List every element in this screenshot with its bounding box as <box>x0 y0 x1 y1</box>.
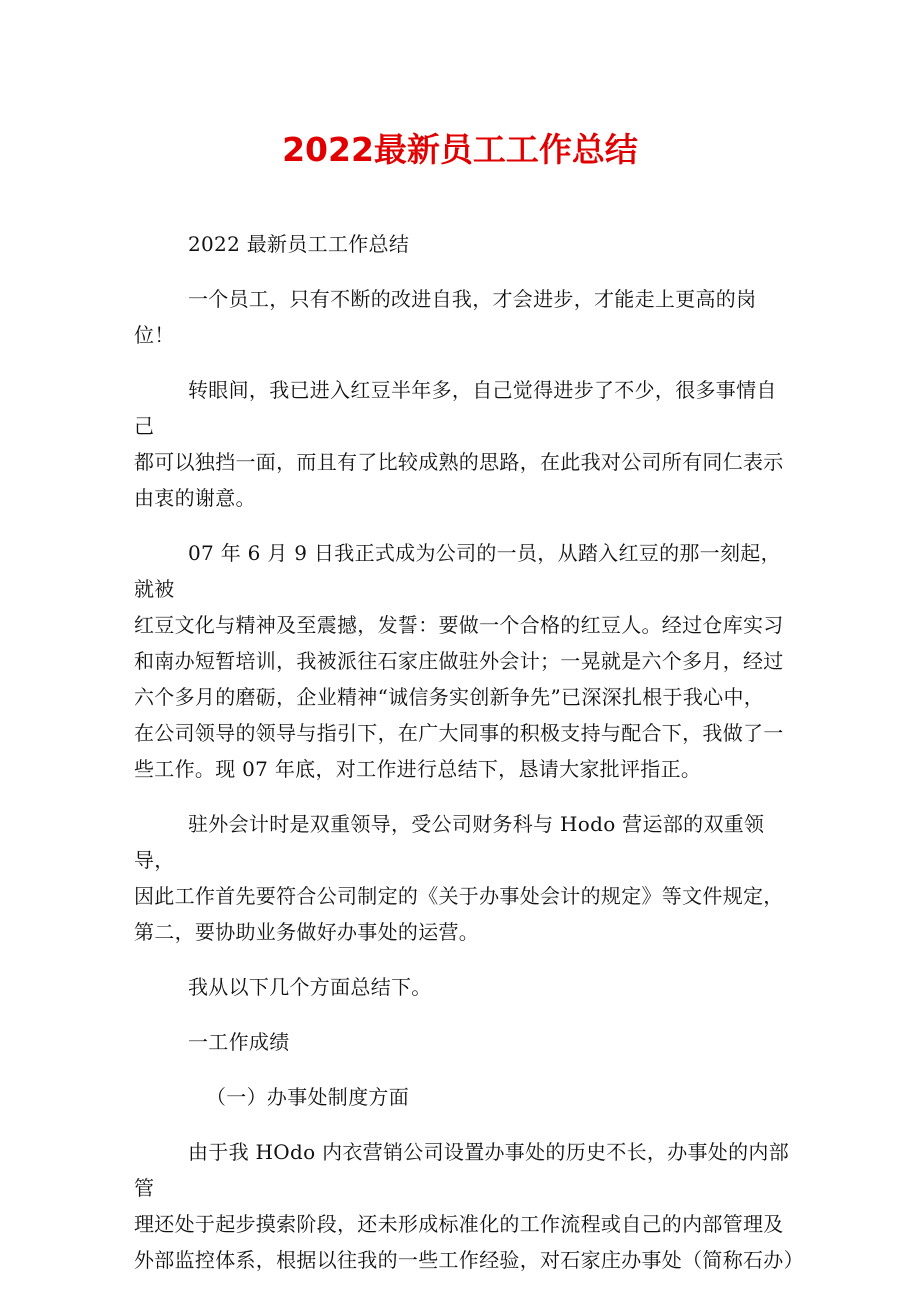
text-line: 由衷的谢意。 <box>134 486 256 510</box>
text-line: 驻外会计时是双重领导，受公司财务科与 Hodo 营运部的双重领导， <box>134 812 765 872</box>
paragraph-office-system <box>134 1134 804 1278</box>
text-line: 2022 最新员工工作总结 <box>188 232 410 256</box>
text-line: 转眼间，我已进入红豆半年多，自己觉得进步了不少，很多事情自己 <box>134 378 777 438</box>
paragraph-dual-leadership <box>134 806 794 950</box>
text-line: （一）办事处制度方面 <box>206 1085 409 1109</box>
text-line: 一个员工，只有不断的改进自我，才会进步，才能走上更高的岗位！ <box>134 287 757 347</box>
paragraph-summary-intro <box>134 969 794 1005</box>
text-line: 因此工作首先要符合公司制定的《关于办事处会计的规定》等文件规定， <box>134 884 784 908</box>
subsection-heading <box>134 1079 794 1115</box>
text-line: 一工作成绩 <box>188 1030 290 1054</box>
text-line: 由于我 HOdo 内衣营销公司设置办事处的历史不长，办事处的内部管 <box>134 1140 789 1200</box>
section-heading <box>134 1024 794 1060</box>
text-line: 第二，要协助业务做好办事处的运营。 <box>134 920 480 944</box>
text-line: 都可以独挡一面，而且有了比较成熟的思路，在此我对公司所有同仁表示 <box>134 450 784 474</box>
text-line: 和南办短暂培训，我被派往石家庄做驻外会计；一晃就是六个多月，经过 <box>134 649 784 673</box>
text-line: 07 年 6 月 9 日我正式成为公司的一员，从踏入红豆的那一刻起，就被 <box>134 541 781 601</box>
paragraph-subtitle <box>134 226 794 262</box>
text-line: 红豆文化与精神及至震撼，发誓：要做一个合格的红豆人。经过仓库实习 <box>134 613 784 637</box>
text-line: 在公司领导的领导与指引下，在广大同事的积极支持与配合下，我做了一 <box>134 721 784 745</box>
text-line: 六个多月的磨砺，企业精神“诚信务实创新争先”已深深扎根于我心中， <box>134 685 765 709</box>
text-line: 我从以下几个方面总结下。 <box>188 975 432 999</box>
paragraph-motto <box>134 281 794 353</box>
document-title: 2022最新员工工作总结 <box>282 130 638 169</box>
document-body <box>134 226 804 1297</box>
paragraph-intro <box>134 372 794 516</box>
paragraph-joining <box>134 535 794 787</box>
text-line: 理还处于起步摸索阶段，还未形成标准化的工作流程或自己的内部管理及 <box>134 1212 784 1236</box>
text-line: 些工作。现 07 年底，对工作进行总结下，恳请大家批评指正。 <box>134 757 702 781</box>
text-line: 外部监控体系，根据以往我的一些工作经验，对石家庄办事处（简称石办） <box>134 1248 804 1272</box>
